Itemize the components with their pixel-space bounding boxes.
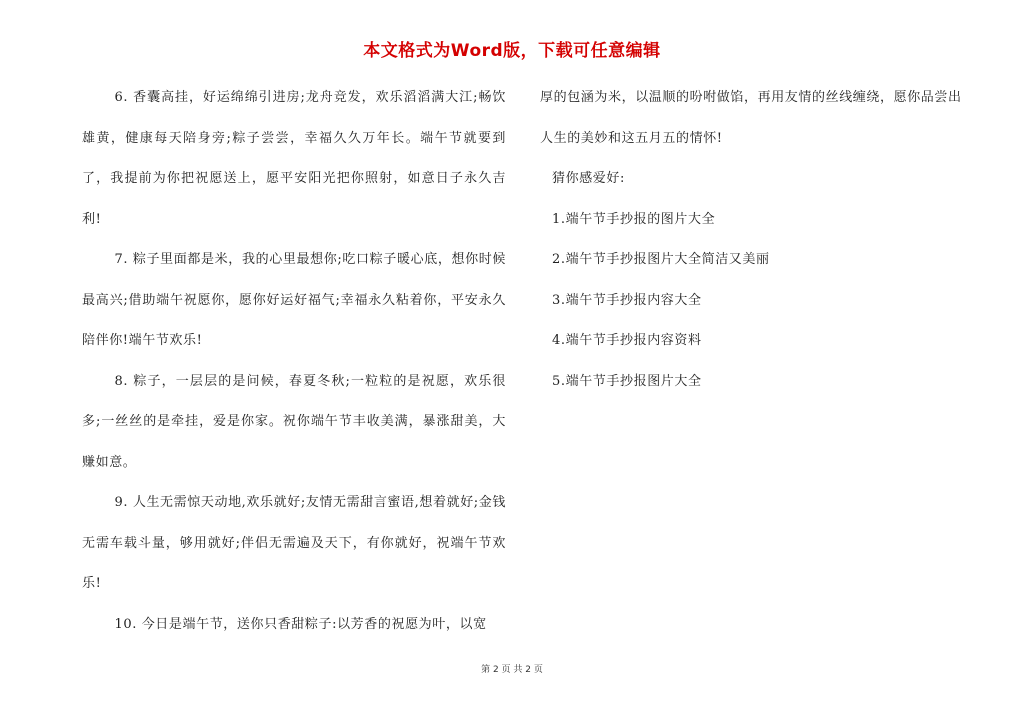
- left-column: [82, 78, 506, 645]
- related-link-1[interactable]: 1.端午节手抄报的图片大全: [552, 211, 716, 227]
- related-link-5[interactable]: 5.端午节手抄报图片大全: [552, 373, 702, 389]
- related-link-4[interactable]: 4.端午节手抄报内容资料: [552, 333, 702, 348]
- paragraph-6: 6. 香囊高挂，好运绵绵引进房;龙舟竞发，欢乐滔滔满大江;畅饮雄黄，健康每天陪身旁;粽子尝尝，幸福久久万年长。端午节就要到了，我提前为你把祝愿送上，愿平安阳光把你照射，如意日子永久吉利!: [82, 90, 506, 227]
- paragraph-10: 10. 今日是端午节，送你只香甜粽子:以芳香的祝愿为叶，以宽: [114, 616, 487, 632]
- right-column: [540, 78, 970, 402]
- related-link-3[interactable]: 3.端午节手抄报内容大全: [552, 292, 702, 308]
- related-heading: 猜你感爱好:: [552, 171, 625, 186]
- paragraph-10-continuation: 厚的包涵为米，以温顺的吩咐做馅，再用友情的丝线缠绕，愿你品尝出人生的美妙和这五月五的情怀!: [540, 90, 962, 146]
- page-number: 第 2 页 共 2 页: [481, 665, 543, 675]
- paragraph-8: 8. 粽子，一层层的是问候，春夏冬秋;一粒粒的是祝愿，欢乐很多;一丝丝的是牵挂，爱是你家。祝你端午节丰收美满，暴涨甜美，大赚如意。: [82, 373, 506, 470]
- document-banner: 本文格式为Word版，下载可任意编辑: [363, 41, 661, 61]
- paragraph-9: 9. 人生无需惊天动地,欢乐就好;友情无需甜言蜜语,想着就好;金钱无需车载斗量，够用就好;伴侣无需遍及天下，有你就好，祝端午节欢乐!: [82, 495, 506, 591]
- related-link-2[interactable]: 2.端午节手抄报图片大全简洁又美丽: [552, 252, 770, 267]
- paragraph-7: 7. 粽子里面都是米，我的心里最想你;吃口粽子暖心底，想你时候最高兴;借助端午祝愿你，愿你好运好福气;幸福永久粘着你，平安永久陪伴你!端午节欢乐!: [82, 252, 506, 348]
- related-links-list: [540, 200, 970, 403]
